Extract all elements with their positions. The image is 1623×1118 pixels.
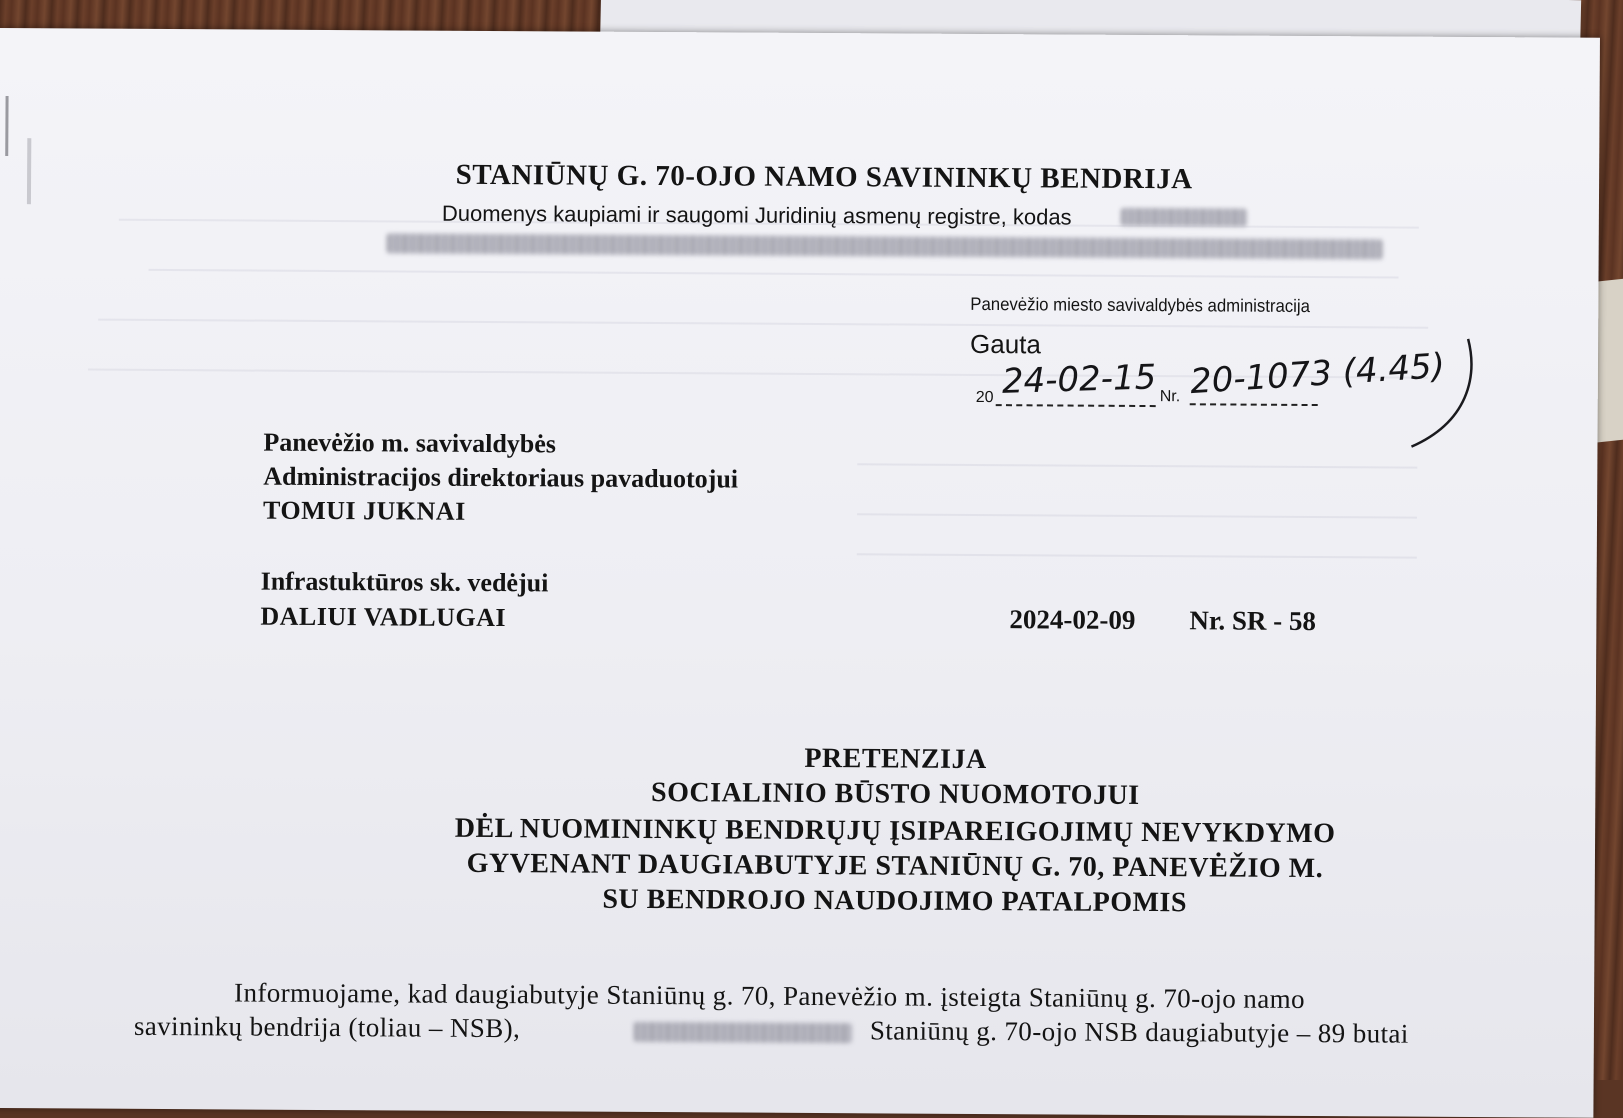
handwritten-registration-number: 20-1073 (4.45) <box>1188 345 1447 403</box>
recipient-institution: Panevėžio m. savivaldybės <box>263 427 557 459</box>
registry-line: Duomenys kaupiami ir saugomi Juridinių asmenų registre, kodas <box>441 200 1072 230</box>
document-title: PRETENZIJA <box>804 742 987 776</box>
second-recipient-position: Infrastuktūros sk. vedėjui <box>260 566 549 598</box>
redacted-code <box>1121 208 1247 227</box>
staple-mark <box>5 96 8 156</box>
show-through-text <box>857 463 1417 468</box>
body-paragraph-line: Informuojame, kad daugiabutyje Staniūnų g. 70, Panevėžio m. įsteigta Staniūnų g. 70-ojo namo <box>234 977 1306 1014</box>
recipient-position: Administracijos direktoriaus pavaduotojui <box>263 461 739 494</box>
organization-name: STANIŪNŲ G. 70-OJO NAMO SAVININKŲ BENDRIJA <box>455 158 1193 196</box>
document-subtitle-line: SOCIALINIO BŪSTO NUOMOTOJUI <box>650 776 1140 811</box>
second-recipient-name: DALIUI VADLUGAI <box>260 601 507 633</box>
document-date: 2024-02-09 <box>1009 604 1136 635</box>
document-subtitle-line: DĖL NUOMININKŲ BENDRŲJŲ ĮSIPAREIGOJIMŲ NEVYKDYMO <box>454 812 1336 850</box>
stamp-year-prefix: 20 <box>975 388 994 407</box>
stamp-authority: Panevėžio miesto savivaldybės administracija <box>970 293 1310 317</box>
stamp-received-label: Gauta <box>969 328 1042 360</box>
document-page <box>0 28 1600 1118</box>
show-through-text <box>857 553 1417 558</box>
stamp-date-line <box>996 404 1156 407</box>
document-subtitle-line: SU BENDROJO NAUDOJIMO PATALPOMIS <box>602 883 1188 919</box>
stamp-number-line <box>1190 403 1318 406</box>
document-subtitle-line: GYVENANT DAUGIABUTYJE STANIŪNŲ G. 70, PANEVĖŽIO M. <box>466 847 1324 885</box>
staple-mark <box>27 138 31 204</box>
show-through-text <box>857 513 1417 518</box>
stamp-number-prefix: Nr. <box>1159 388 1181 406</box>
body-paragraph-line: Staniūnų g. 70-ojo NSB daugiabutyje – 89 butai <box>869 1015 1409 1049</box>
handwritten-received-date: 24-02-15 <box>1001 357 1157 402</box>
body-paragraph-line: savininkų bendrija (toliau – NSB), <box>133 1010 521 1044</box>
show-through-text <box>149 269 1399 279</box>
document-number: Nr. SR - 58 <box>1189 605 1317 637</box>
show-through-text <box>98 319 1428 329</box>
handwritten-bracket-stroke <box>1397 337 1478 457</box>
redacted-contact-line <box>387 233 1383 259</box>
recipient-name: TOMUI JUKNAI <box>262 495 466 526</box>
redacted-entity-code <box>634 1022 852 1043</box>
